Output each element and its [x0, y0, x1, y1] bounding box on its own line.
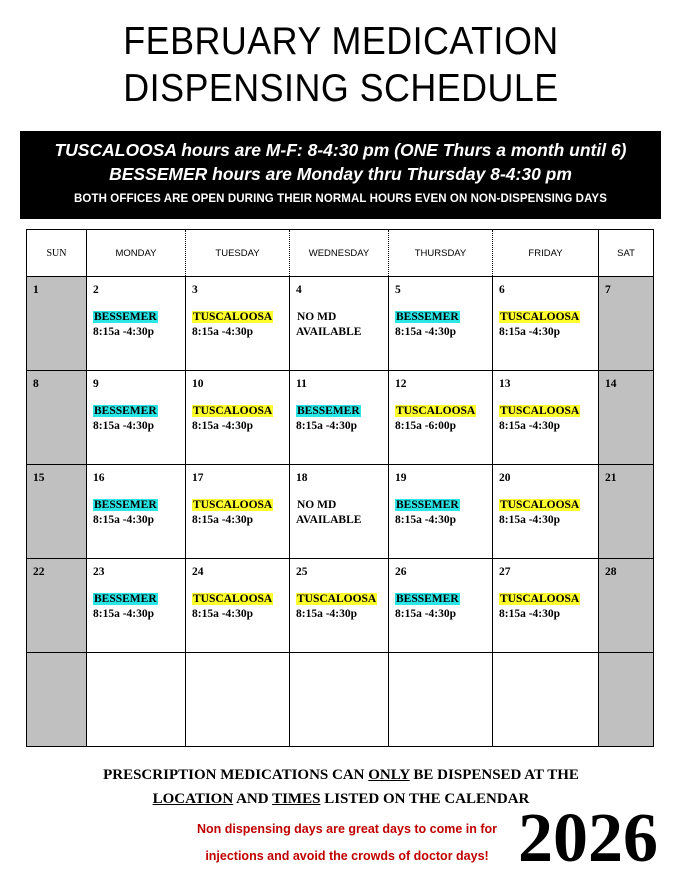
location-label: BESSEMER [396, 593, 459, 605]
dispensing-entry [192, 310, 273, 339]
calendar-day-cell [87, 371, 186, 465]
calendar-day-cell [27, 653, 87, 747]
calendar-day-cell [290, 559, 389, 653]
calendar-day-cell [389, 465, 493, 559]
hours-label: 8:15a -4:30p [296, 607, 358, 620]
rule-text-2: BE DISPENSED AT THE [409, 767, 579, 783]
dispensing-entry [395, 592, 460, 621]
calendar-week-row [27, 465, 654, 559]
bessemer-hours: BESSEMER hours are Monday thru Thursday 8-4:30 pm [109, 164, 572, 184]
hours-label: 8:15a -4:30p [499, 325, 561, 338]
location-label: TUSCALOOSA [193, 311, 273, 323]
location-label: BESSEMER [297, 405, 360, 417]
location-label: TUSCALOOSA [500, 311, 580, 323]
day-number: 15 [33, 472, 45, 484]
calendar-day-cell [186, 371, 290, 465]
day-number: 4 [296, 284, 302, 296]
calendar-day-cell [599, 465, 654, 559]
calendar [26, 229, 654, 747]
hours-label: 8:15a -4:30p [395, 325, 457, 338]
non-dispensing-note [164, 816, 530, 870]
calendar-day-cell [87, 465, 186, 559]
dispensing-entry [93, 310, 158, 339]
calendar-week-row [27, 371, 654, 465]
location-label: TUSCALOOSA [193, 405, 273, 417]
calendar-day-cell [599, 559, 654, 653]
day-number: 28 [605, 566, 617, 578]
hours-label: 8:15a -4:30p [192, 419, 254, 432]
calendar-day-cell [599, 371, 654, 465]
header-thursday: THURSDAY [389, 230, 493, 277]
hours-label: 8:15a -4:30p [395, 513, 457, 526]
day-number: 26 [395, 566, 407, 578]
day-number: 2 [93, 284, 99, 296]
calendar-day-cell [27, 559, 87, 653]
location-label: TUSCALOOSA [193, 499, 273, 511]
hours-label: 8:15a -4:30p [93, 325, 155, 338]
location-label: BESSEMER [396, 499, 459, 511]
day-number: 7 [605, 284, 611, 296]
dispensing-entry [93, 404, 158, 433]
calendar-header-row [27, 230, 654, 277]
calendar-day-cell [389, 277, 493, 371]
calendar-day-cell [186, 277, 290, 371]
dispensing-entry [499, 498, 580, 527]
hours-banner [20, 131, 661, 219]
dispensing-entry [499, 404, 580, 433]
day-number: 24 [192, 566, 204, 578]
dispensing-entry [296, 498, 361, 527]
title-line-2: DISPENSING SCHEDULE [123, 67, 559, 110]
calendar-day-cell [290, 465, 389, 559]
day-number: 6 [499, 284, 505, 296]
location-label: NO MD [297, 499, 337, 511]
location-label: BESSEMER [94, 311, 157, 323]
calendar-day-cell [599, 277, 654, 371]
calendar-day-cell [87, 559, 186, 653]
location-label: TUSCALOOSA [297, 593, 377, 605]
location-label: TUSCALOOSA [396, 405, 476, 417]
location-label: TUSCALOOSA [500, 499, 580, 511]
location-label: BESSEMER [94, 405, 157, 417]
day-number: 19 [395, 472, 407, 484]
calendar-day-cell [87, 653, 186, 747]
dispensing-entry [395, 404, 476, 433]
hours-label: 8:15a -4:30p [296, 419, 358, 432]
day-number: 8 [33, 378, 39, 390]
dispensing-entry [93, 592, 158, 621]
calendar-day-cell [389, 653, 493, 747]
calendar-day-cell [186, 653, 290, 747]
calendar-day-cell [493, 559, 599, 653]
note-line-2: injections and avoid the crowds of doctor days! [205, 849, 489, 863]
calendar-day-cell [290, 653, 389, 747]
day-number: 17 [192, 472, 204, 484]
calendar-day-cell [389, 559, 493, 653]
dispensing-entry [296, 310, 361, 339]
dispensing-entry [192, 404, 273, 433]
header-friday: FRIDAY [493, 230, 599, 277]
dispensing-entry [395, 310, 460, 339]
dispensing-entry [395, 498, 460, 527]
hours-label: 8:15a -4:30p [192, 513, 254, 526]
day-number: 1 [33, 284, 39, 296]
location-label: TUSCALOOSA [193, 593, 273, 605]
day-number: 25 [296, 566, 308, 578]
day-number: 14 [605, 378, 617, 390]
day-number: 21 [605, 472, 617, 484]
dispensing-entry [192, 498, 273, 527]
calendar-day-cell [493, 277, 599, 371]
calendar-day-cell [389, 371, 493, 465]
location-label: BESSEMER [94, 593, 157, 605]
calendar-day-cell [27, 371, 87, 465]
dispensing-entry [93, 498, 158, 527]
day-number: 27 [499, 566, 511, 578]
day-number: 9 [93, 378, 99, 390]
dispensing-entry [499, 310, 580, 339]
day-number: 5 [395, 284, 401, 296]
dispensing-entry [192, 592, 273, 621]
location-label: BESSEMER [94, 499, 157, 511]
day-number: 16 [93, 472, 105, 484]
hours-label: AVAILABLE [296, 513, 362, 526]
offices-open-note: BOTH OFFICES ARE OPEN DURING THEIR NORMAL HOURS EVEN ON NON-DISPENSING DAYS [74, 193, 607, 205]
calendar-day-cell [290, 371, 389, 465]
day-number: 10 [192, 378, 204, 390]
calendar-week-row [27, 559, 654, 653]
hours-label: 8:15a -6:00p [395, 419, 457, 432]
header-monday: MONDAY [87, 230, 186, 277]
calendar-day-cell [87, 277, 186, 371]
hours-label: 8:15a -4:30p [93, 419, 155, 432]
calendar-day-cell [186, 465, 290, 559]
day-number: 20 [499, 472, 511, 484]
rule-text-3: LISTED ON THE CALENDAR [320, 791, 530, 807]
hours-label: 8:15a -4:30p [93, 607, 155, 620]
calendar-day-cell [493, 653, 599, 747]
calendar-day-cell [27, 277, 87, 371]
calendar-day-cell [493, 465, 599, 559]
rule-times: TIMES [272, 791, 321, 807]
location-label: TUSCALOOSA [500, 405, 580, 417]
header-tuesday: TUESDAY [186, 230, 290, 277]
note-line-1: Non dispensing days are great days to come in for [196, 822, 498, 836]
location-label: NO MD [297, 311, 337, 323]
header-wednesday: WEDNESDAY [290, 230, 389, 277]
tuscaloosa-hours: TUSCALOOSA hours are M-F: 8-4:30 pm (ONE Thurs a month until 6) [54, 140, 627, 160]
calendar-day-cell [27, 465, 87, 559]
title-line-1: FEBRUARY MEDICATION [123, 20, 559, 63]
calendar-body [27, 277, 654, 747]
day-number: 11 [296, 378, 307, 390]
day-number: 3 [192, 284, 198, 296]
calendar-day-cell [599, 653, 654, 747]
hours-label: 8:15a -4:30p [499, 513, 561, 526]
dispensing-entry [296, 592, 377, 621]
hours-label: 8:15a -4:30p [192, 607, 254, 620]
calendar-week-row [27, 277, 654, 371]
calendar-day-cell [186, 559, 290, 653]
hours-label: 8:15a -4:30p [395, 607, 457, 620]
rule-location: LOCATION [152, 791, 234, 807]
hours-label: 8:15a -4:30p [93, 513, 155, 526]
day-number: 13 [499, 378, 511, 390]
hours-label: 8:15a -4:30p [499, 419, 561, 432]
calendar-week-row [27, 653, 654, 747]
rule-text-1: PRESCRIPTION MEDICATIONS CAN [103, 767, 369, 783]
location-label: BESSEMER [396, 311, 459, 323]
day-number: 18 [296, 472, 308, 484]
dispensing-entry [296, 404, 361, 433]
calendar-day-cell [290, 277, 389, 371]
page-title [27, 18, 654, 112]
year-label: 2026 [518, 800, 658, 877]
hours-label: 8:15a -4:30p [192, 325, 254, 338]
day-number: 22 [33, 566, 45, 578]
header-sat: SAT [599, 230, 654, 277]
calendar-day-cell [493, 371, 599, 465]
dispensing-entry [499, 592, 580, 621]
day-number: 12 [395, 378, 407, 390]
day-number: 23 [93, 566, 105, 578]
hours-label: 8:15a -4:30p [499, 607, 561, 620]
header-sun: SUN [27, 230, 87, 277]
rule-only: ONLY [368, 767, 410, 783]
hours-label: AVAILABLE [296, 325, 362, 338]
rule-and: AND [233, 791, 273, 807]
location-label: TUSCALOOSA [500, 593, 580, 605]
